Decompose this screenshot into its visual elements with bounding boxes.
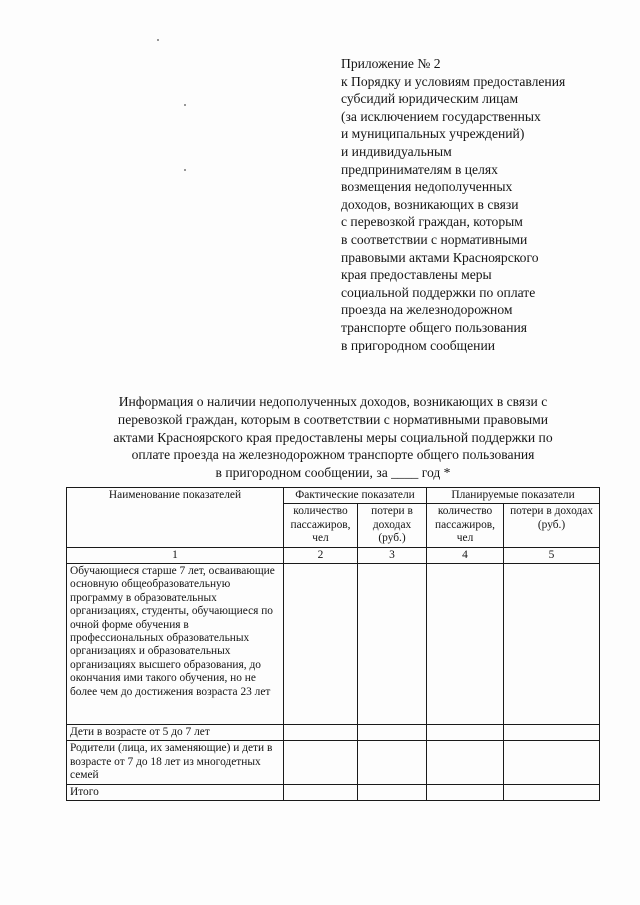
info-table — [66, 487, 600, 801]
empty-cell — [504, 741, 600, 784]
appendix-line: возмещения недополученных — [341, 179, 513, 195]
plan-losses-header: потери в доходах (руб.) — [504, 504, 600, 547]
appendix-line: и муниципальных учреждений) — [341, 126, 525, 142]
empty-cell — [504, 564, 600, 725]
appendix-line: правовыми актами Красноярского — [341, 249, 539, 265]
empty-cell — [504, 725, 600, 741]
empty-cell — [358, 725, 427, 741]
table-row — [67, 564, 600, 725]
appendix-line: с перевозкой граждан, которым — [341, 214, 523, 230]
appendix-block — [341, 55, 621, 354]
scan-speck — [184, 104, 186, 106]
col-number: 3 — [358, 547, 427, 563]
col-number: 2 — [284, 547, 358, 563]
empty-cell — [427, 741, 504, 784]
appendix-line: доходов, возникающих в связи — [341, 196, 519, 212]
appendix-line: транспорте общего пользования — [341, 319, 527, 335]
group-fact-header: Фактические показатели — [284, 488, 427, 504]
row-label: Дети в возрасте от 5 до 7 лет — [67, 725, 284, 741]
empty-cell — [358, 784, 427, 800]
table-row — [67, 725, 600, 741]
empty-cell — [284, 784, 358, 800]
group-plan-header: Планируемые показатели — [427, 488, 600, 504]
empty-cell — [284, 725, 358, 741]
appendix-line: и индивидуальным — [341, 143, 452, 159]
heading-line: перевозкой граждан, которым в соответствии с нормативными правовыми — [117, 411, 549, 427]
empty-cell — [504, 784, 600, 800]
row-label: Обучающиеся старше 7 лет, осваивающие основную общеобразовательную программу в образовательных организациях, студенты, обучающиеся по очной форме обучения в профессиональных образовательных организациях и образовательных организациях высшего образования, до окончания ими такого обучения, но не более чем до достижения возраста 23 лет — [67, 564, 284, 725]
row-label: Итого — [67, 784, 284, 800]
heading-line: в пригородном сообщении, за ____ год * — [215, 465, 451, 481]
appendix-line: к Порядку и условиям предоставления — [341, 73, 566, 89]
empty-cell — [427, 564, 504, 725]
appendix-line: предпринимателям в целях — [341, 161, 498, 177]
fact-losses-header: потери в доходах (руб.) — [358, 504, 427, 547]
scan-speck — [184, 169, 186, 171]
appendix-line: края предоставлены меры — [341, 267, 492, 283]
row-label: Родители (лица, их заменяющие) и дети в возрасте от 7 до 18 лет из многодетных семей — [67, 741, 284, 784]
col-number: 1 — [67, 547, 284, 563]
scan-speck — [157, 39, 159, 41]
appendix-line: (за исключением государственных — [341, 108, 541, 124]
empty-cell — [427, 784, 504, 800]
appendix-line: в соответствии с нормативными — [341, 231, 528, 247]
table-row — [67, 784, 600, 800]
appendix-line: субсидий юридическим лицам — [341, 91, 519, 107]
heading-line: оплате проезда на железнодорожном транспорте общего пользования — [131, 447, 535, 463]
empty-cell — [284, 741, 358, 784]
fact-passengers-header: количество пассажиров, чел — [284, 504, 358, 547]
col-number: 5 — [504, 547, 600, 563]
empty-cell — [358, 564, 427, 725]
empty-cell — [358, 741, 427, 784]
empty-cell — [427, 725, 504, 741]
empty-cell — [284, 564, 358, 725]
appendix-line: социальной поддержки по оплате — [341, 284, 536, 300]
appendix-line: Приложение № 2 — [341, 56, 441, 71]
appendix-line: в пригородном сообщении — [341, 337, 495, 353]
heading-line: Информация о наличии недополученных доходов, возникающих в связи с — [118, 394, 548, 409]
document-heading — [76, 393, 590, 482]
col-number: 4 — [427, 547, 504, 563]
plan-passengers-header: количество пассажиров, чел — [427, 504, 504, 547]
table-row — [67, 741, 600, 784]
appendix-line: проезда на железнодорожном — [341, 302, 513, 318]
col-name-header: Наименование показателей — [67, 488, 284, 548]
heading-line: актами Красноярского края предоставлены меры социальной поддержки по — [113, 429, 553, 445]
